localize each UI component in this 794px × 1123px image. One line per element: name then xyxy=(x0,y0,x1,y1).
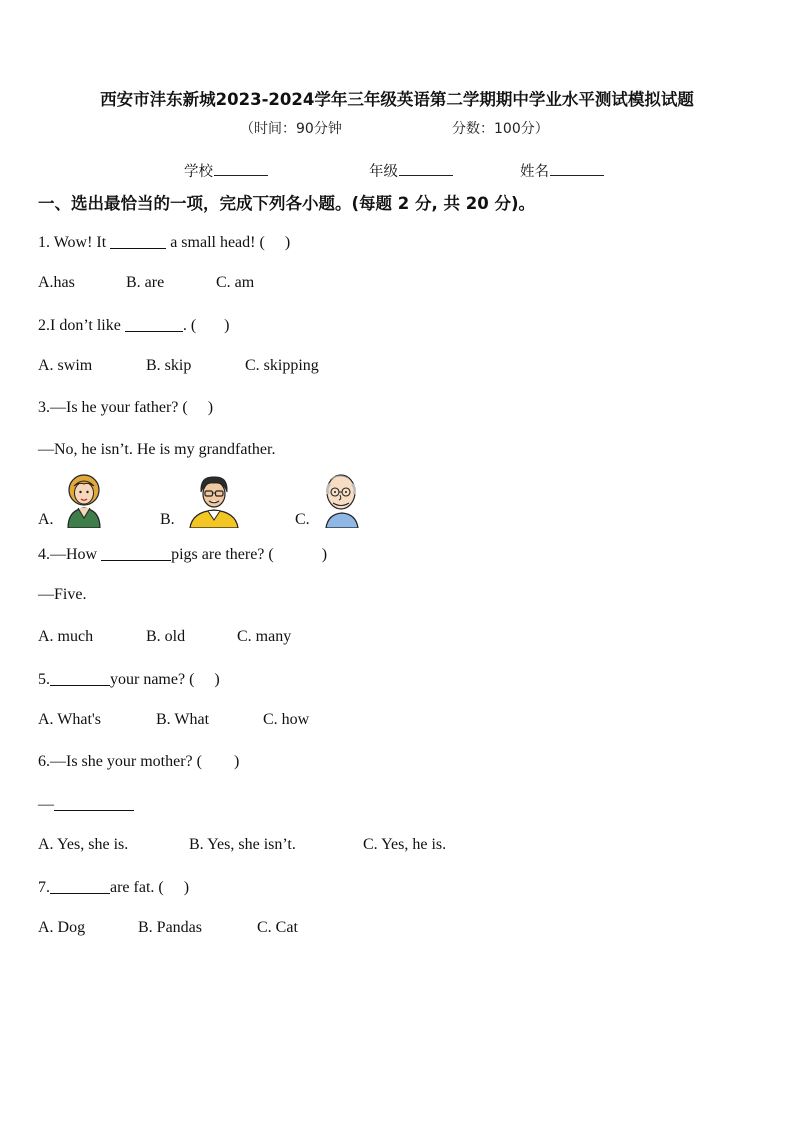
woman-picture xyxy=(62,472,106,528)
question-3: 3.—Is he your father? ( ) xyxy=(38,399,214,416)
q4-reply: —Five. xyxy=(38,586,87,603)
q4-option-b: B. old xyxy=(146,628,186,645)
q6-option-c: C. Yes, he is. xyxy=(363,836,447,853)
q3-option-c: C. xyxy=(295,511,310,528)
section-heading: 一、选出最恰当的一项，完成下列各小题。(每题 2 分, 共 20 分)。 xyxy=(38,194,536,213)
question-1: 1. Wow! It a small head! ( ) xyxy=(38,234,291,251)
q7-option-b: B. Pandas xyxy=(138,919,202,936)
q5-option-c: C. how xyxy=(263,711,310,728)
q5-option-a: A. What's xyxy=(38,711,102,728)
q2-option-a: A. swim xyxy=(38,357,93,374)
question-4: 4.—How pigs are there? ( ) xyxy=(38,546,328,563)
exam-title: 西安市沣东新城2023-2024学年三年级英语第二学期期中学业水平测试模拟试题 xyxy=(100,90,694,109)
question-6: 6.—Is she your mother? ( ) xyxy=(38,753,240,770)
q2-option-b: B. skip xyxy=(146,357,192,374)
exam-score: 分数：100分） xyxy=(452,121,549,137)
q6-option-a: A. Yes, she is. xyxy=(38,836,129,853)
question-2: 2.I don’t like . ( ) xyxy=(38,317,230,334)
q7-option-a: A. Dog xyxy=(38,919,86,936)
q6-reply: — xyxy=(38,795,134,814)
q1-option-b: B. are xyxy=(126,274,165,291)
grandfather-picture xyxy=(318,470,360,528)
q1-option-a: A.has xyxy=(38,274,75,291)
q4-option-a: A. much xyxy=(38,628,94,645)
q2-option-c: C. skipping xyxy=(245,357,319,374)
question-5: 5. your name? ( ) xyxy=(38,671,220,688)
exam-time: （时间：90分钟 xyxy=(240,121,342,137)
q7-option-c: C. Cat xyxy=(257,919,298,936)
q4-option-c: C. many xyxy=(237,628,292,645)
q3-option-b: B. xyxy=(160,511,175,528)
grade-field: 年级 xyxy=(369,160,453,181)
man-glasses-picture xyxy=(188,472,240,528)
name-field: 姓名 xyxy=(520,160,604,181)
q5-option-b: B. What xyxy=(156,711,210,728)
q6-option-b: B. Yes, she isn’t. xyxy=(189,836,296,853)
school-field: 学校 xyxy=(184,160,268,181)
question-7: 7. are fat. ( ) xyxy=(38,879,190,896)
q3-reply: —No, he isn’t. He is my grandfather. xyxy=(38,441,276,458)
q3-option-a: A. xyxy=(38,511,54,528)
q1-option-c: C. am xyxy=(216,274,255,291)
